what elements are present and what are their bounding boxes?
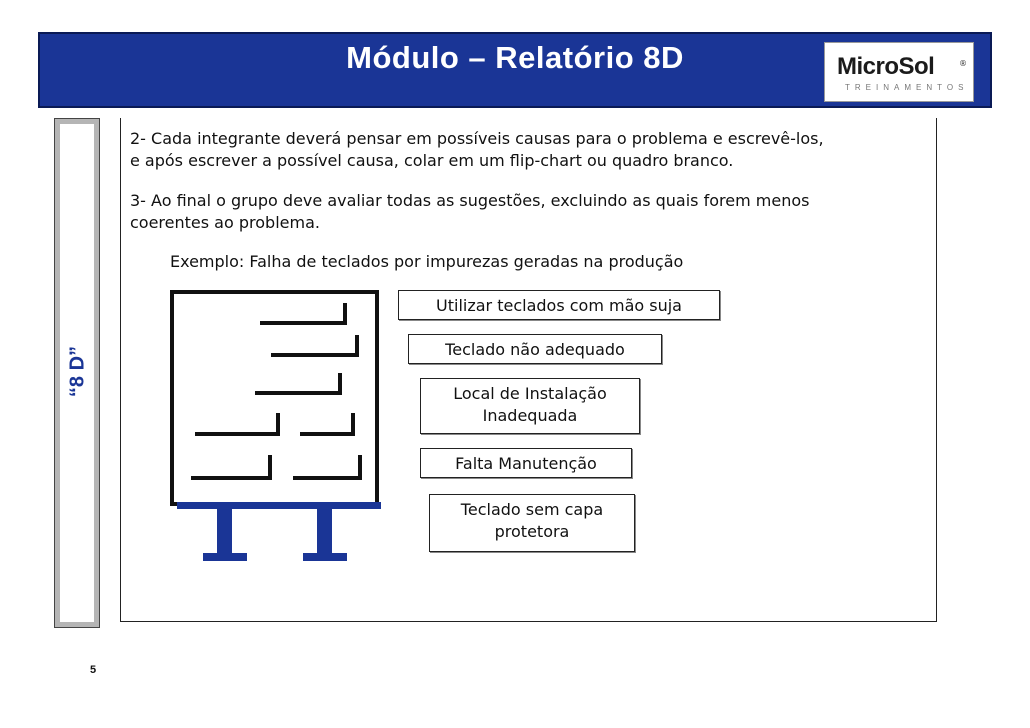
logo-tagline: TREINAMENTOS [845,83,969,92]
cause-card-4: Falta Manutenção [420,448,632,478]
flip-chart-right-foot [303,553,347,561]
cause-card-1: Utilizar teclados com mão suja [398,290,720,320]
page-number: 5 [90,664,97,676]
cause-card-3: Local de Instalação Inadequada [420,378,640,434]
step-2-text: 2- Cada integrante deverá pensar em possíveis causas para o problema e escrevê-los, e após escrever a possível causa, colar em um flip-chart ou quadro branco. [130,129,824,170]
flip-chart-tray [177,502,381,509]
page-title: Módulo – Relatório 8D [346,40,684,75]
microsol-logo [824,42,974,102]
side-label-8d: “8 D” [66,345,89,398]
cause-card-2: Teclado não adequado [408,334,662,364]
flip-chart-left-foot [203,553,247,561]
flip-chart-left-leg [217,509,232,555]
cause-card-5: Teclado sem capa protetora [429,494,635,552]
logo-registered-mark: ® [959,59,967,68]
step-3-text: 3- Ao final o grupo deve avaliar todas as sugestões, excluindo as quais forem menos coerentes ao problema. [130,191,810,232]
flip-chart-illustration [165,285,395,570]
flip-chart-right-leg [317,509,332,555]
logo-name: MicroSol [837,53,935,80]
example-text: Exemplo: Falha de teclados por impurezas geradas na produção [170,252,684,271]
